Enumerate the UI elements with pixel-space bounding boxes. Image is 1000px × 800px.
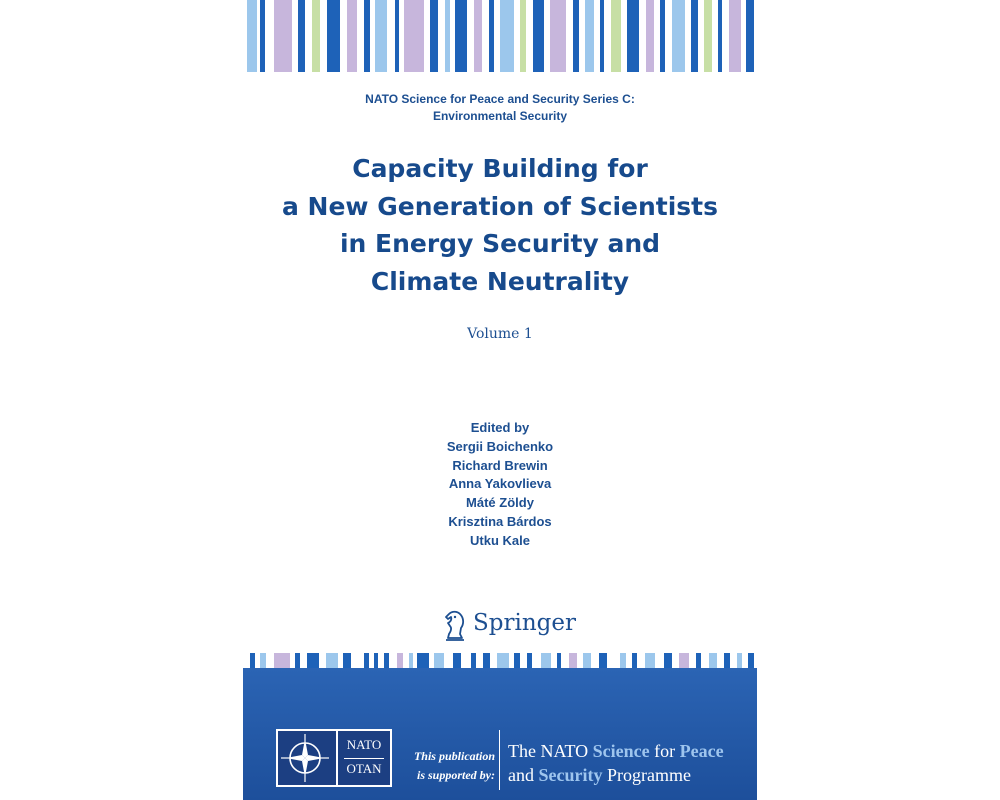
decorative-stripe <box>533 0 544 72</box>
decorative-stripe <box>374 653 378 668</box>
decorative-stripe <box>645 653 655 668</box>
springer-horse-icon <box>440 608 470 642</box>
decorative-stripe <box>672 0 685 72</box>
editors-block <box>243 419 757 551</box>
supported-line-1: This publication <box>413 749 495 763</box>
decorative-stripe <box>343 653 351 668</box>
supported-by-text <box>400 747 495 785</box>
decorative-stripe <box>326 653 338 668</box>
decorative-stripe <box>397 653 403 668</box>
book-title <box>243 150 757 300</box>
volume-label: Volume 1 <box>467 326 533 342</box>
decorative-stripe <box>384 653 389 668</box>
decorative-stripe <box>312 0 320 72</box>
nato-word: NATO <box>346 737 382 752</box>
nato-footer-band <box>243 668 757 800</box>
decorative-stripe <box>737 653 742 668</box>
decorative-stripe <box>430 0 438 72</box>
decorative-stripe <box>729 0 741 72</box>
editor-name: Utku Kale <box>470 532 530 548</box>
sps-programme-name <box>508 739 724 787</box>
decorative-stripe <box>500 0 514 72</box>
decorative-stripe <box>520 0 526 72</box>
decorative-stripe <box>347 0 357 72</box>
title-line-4: Climate Neutrality <box>370 266 630 296</box>
decorative-stripe <box>327 0 340 72</box>
decorative-stripe <box>541 653 551 668</box>
programme-peace: Peace <box>679 741 724 761</box>
otan-word: OTAN <box>346 761 382 776</box>
decorative-stripe <box>445 0 450 72</box>
decorative-stripe <box>483 653 490 668</box>
decorative-stripe <box>409 653 413 668</box>
programme-for: for <box>654 741 676 761</box>
decorative-stripe <box>274 0 292 72</box>
programme-security: Security <box>538 765 603 785</box>
decorative-stripe <box>627 0 639 72</box>
publisher-name: Springer <box>473 610 576 636</box>
decorative-stripe <box>718 0 722 72</box>
decorative-stripe <box>550 0 566 72</box>
decorative-stripe <box>748 653 754 668</box>
decorative-stripe <box>295 653 300 668</box>
decorative-stripe <box>417 653 429 668</box>
decorative-stripe <box>691 0 698 72</box>
decorative-stripe <box>583 653 591 668</box>
decorative-stripe <box>364 653 369 668</box>
decorative-stripe <box>260 0 265 72</box>
decorative-stripe <box>298 0 305 72</box>
decorative-stripe <box>585 0 594 72</box>
decorative-stripe <box>611 0 621 72</box>
decorative-stripe <box>527 653 532 668</box>
programme-science: Science <box>592 741 650 761</box>
decorative-stripe <box>646 0 654 72</box>
decorative-stripe <box>395 0 399 72</box>
nato-otan-wordmark <box>336 731 390 785</box>
decorative-stripe <box>557 653 561 668</box>
supported-line-2: is supported by: <box>417 768 495 782</box>
decorative-stripe <box>260 653 266 668</box>
decorative-stripe <box>434 653 444 668</box>
springer-logo <box>440 606 580 646</box>
book-cover <box>243 0 757 800</box>
decorative-stripe <box>664 653 672 668</box>
decorative-stripe <box>724 653 730 668</box>
title-line-2: a New Generation of Scientists <box>281 191 718 221</box>
decorative-stripe <box>307 653 319 668</box>
decorative-stripe <box>455 0 467 72</box>
decorative-stripe <box>364 0 370 72</box>
editor-name: Sergii Boichenko <box>446 438 554 454</box>
decorative-stripe <box>573 0 579 72</box>
decorative-stripe <box>632 653 637 668</box>
editor-name: Krisztina Bárdos <box>448 513 552 529</box>
decorative-stripe <box>696 653 701 668</box>
nato-divider <box>344 758 384 759</box>
series-line-1: NATO Science for Peace and Security Series C: <box>365 92 635 106</box>
decorative-stripe <box>489 0 494 72</box>
decorative-stripe <box>404 0 424 72</box>
programme-programme: Programme <box>606 765 691 785</box>
top-stripe-band <box>243 0 757 72</box>
decorative-stripe <box>746 0 754 72</box>
decorative-stripe <box>375 0 387 72</box>
nato-compass-icon <box>280 733 330 783</box>
decorative-stripe <box>679 653 689 668</box>
decorative-stripe <box>599 653 607 668</box>
footer-divider <box>499 730 500 790</box>
programme-prefix: The NATO <box>508 741 589 761</box>
editor-name: Máté Zöldy <box>466 495 534 511</box>
decorative-stripe <box>247 0 257 72</box>
decorative-stripe <box>709 653 717 668</box>
edited-by-label: Edited by <box>470 420 530 435</box>
title-line-3: in Energy Security and <box>339 229 661 258</box>
decorative-stripe <box>274 653 290 668</box>
title-line-1: Capacity Building for <box>352 154 648 183</box>
decorative-stripe <box>660 0 665 72</box>
decorative-stripe <box>471 653 476 668</box>
series-title <box>243 91 757 125</box>
bottom-stripe-band <box>243 653 757 668</box>
series-line-2: Environmental Security <box>432 109 568 123</box>
decorative-stripe <box>600 0 604 72</box>
decorative-stripe <box>704 0 712 72</box>
decorative-stripe <box>453 653 461 668</box>
decorative-stripe <box>474 0 482 72</box>
decorative-stripe <box>569 653 577 668</box>
decorative-stripe <box>620 653 626 668</box>
programme-and: and <box>508 765 534 785</box>
nato-logo <box>276 729 392 787</box>
editor-name: Richard Brewin <box>452 457 548 473</box>
editor-name: Anna Yakovlieva <box>448 476 552 492</box>
decorative-stripe <box>514 653 520 668</box>
decorative-stripe <box>497 653 509 668</box>
decorative-stripe <box>250 653 255 668</box>
